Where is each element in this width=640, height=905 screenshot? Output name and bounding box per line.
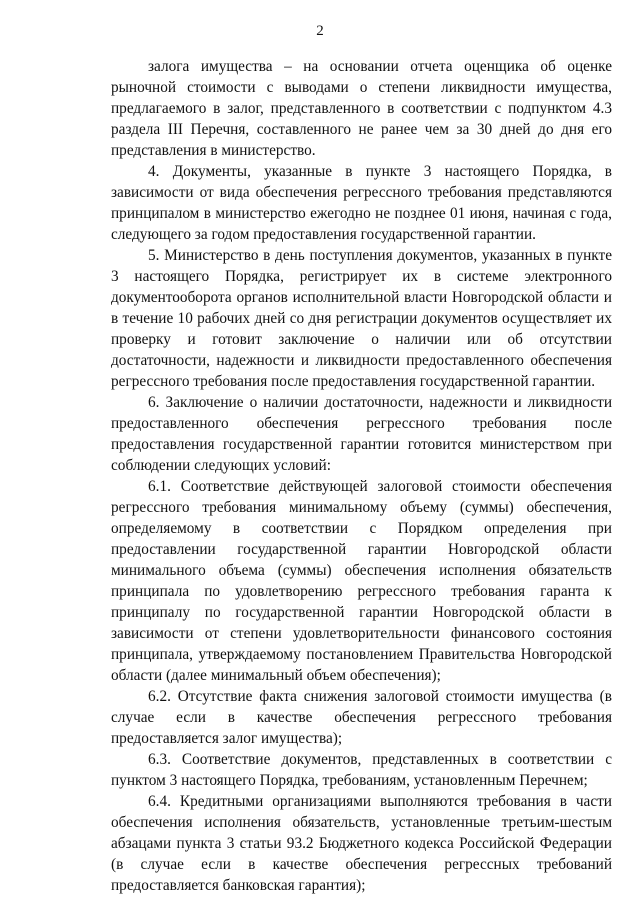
page-number: 2: [316, 23, 324, 39]
paragraph-6: 6. Заключение о наличии достаточности, надежности и ликвидности предоставленного обеспечения регрессного требования после предоставления государственной гарантии готовится министерством при соблюдении следующих условий:: [111, 394, 612, 474]
document-body: [111, 56, 612, 896]
paragraph-6-3: 6.3. Соответствие документов, представленных в соответствии с пунктом 3 настоящего Порядка, требованиям, установленным Перечнем;: [111, 751, 612, 789]
paragraph-6-2: 6.2. Отсутствие факта снижения залоговой стоимости имущества (в случае если в качестве обеспечения регрессного требования предоставляется залог имущества);: [111, 688, 612, 747]
paragraph-4: 4. Документы, указанные в пункте 3 настоящего Порядка, в зависимости от вида обеспечения регрессного требования представляются принципалом в министерство ежегодно не позднее 01 июня, начиная с года, следующего за годом предоставления государственной гарантии.: [111, 163, 612, 243]
paragraph-collateral-continuation: залога имущества – на основании отчета оценщика об оценке рыночной стоимости с выводами о степени ликвидности имущества, предлагаемого в залог, представленного в соответствии с подпунктом 4.3 раздела III Перечня, составленного не ранее чем за 30 дней до дня его представления в министерство.: [111, 58, 612, 159]
paragraph-6-1: 6.1. Соответствие действующей залоговой стоимости обеспечения регрессного требования минимальному объему (суммы) обеспечения, определяемому в соответствии с Порядком определения при предоставлении государственной гарантии Новгородской области минимального объема (суммы) обеспечения исполнения обязательств принципала по удовлетворению регрессного требования гаранта к принципалу по государственной гарантии Новгородской области в зависимости от степени удовлетворительности финансового состояния принципала, утверждаемому постановлением Правительства Новгородской области (далее минимальный объем обеспечения);: [111, 478, 612, 684]
paragraph-5: 5. Министерство в день поступления документов, указанных в пункте 3 настоящего Порядка, регистрирует их в системе электронного документооборота органов исполнительной власти Новгородской области и в течение 10 рабочих дней со дня регистрации документов осуществляет их проверку и готовит заключение о наличии или об отсутствии достаточности, надежности и ликвидности предоставленного обеспечения регрессного требования после предоставления государственной гарантии.: [111, 247, 612, 390]
paragraph-6-4: 6.4. Кредитными организациями выполняются требования в части обеспечения исполнения обязательств, установленные третьим-шестым абзацами пункта 3 статьи 93.2 Бюджетного кодекса Российской Федерации (в случае если в качестве обеспечения регрессных требований предоставляется банковская гарантия);: [111, 793, 612, 894]
